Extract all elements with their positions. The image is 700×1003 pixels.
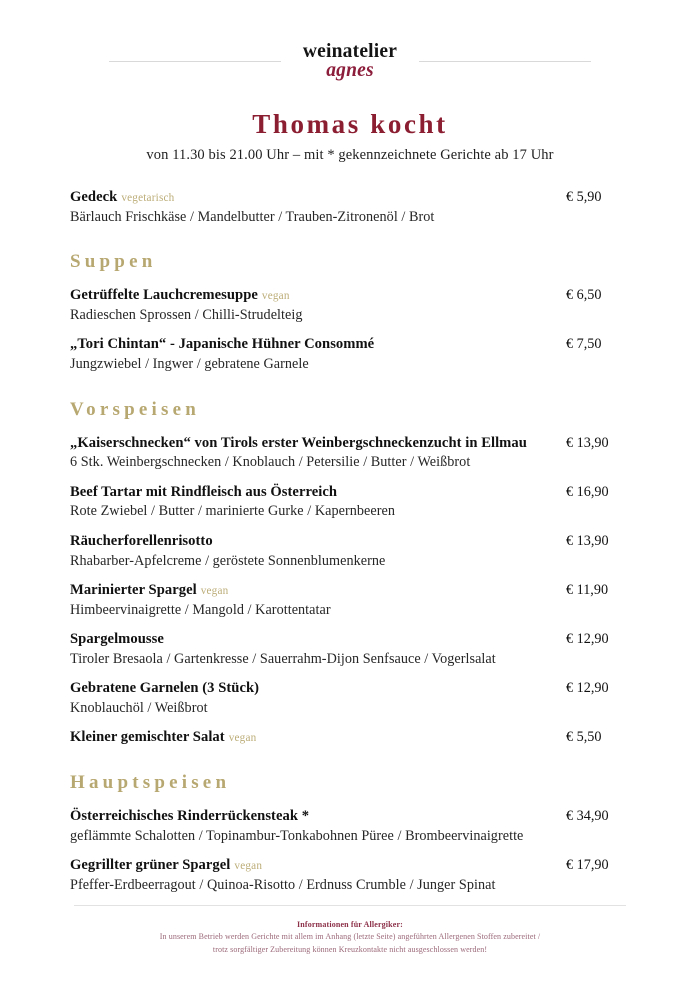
menu-item-price: € 12,90 [566, 680, 609, 697]
menu-item [62, 188, 638, 226]
menu-item-title-text: Getrüffelte Lauchcremesuppe [70, 287, 258, 304]
menu-item-title [70, 434, 556, 453]
page-title: Thomas kocht [252, 108, 448, 139]
menu-item [62, 434, 638, 472]
menu-item-description: Radieschen Sprossen / Chilli-Strudelteig [70, 307, 303, 324]
diet-tag: vegan [228, 732, 257, 745]
section-heading: Suppen [70, 251, 157, 273]
menu-item-description: Knoblauchöl / Weißbrot [70, 699, 208, 716]
menu-item-price: € 5,90 [566, 189, 602, 206]
section-heading: Vorspeisen [70, 398, 200, 420]
menu-item-title-text: Gebratene Garnelen (3 Stück) [70, 680, 260, 697]
menu-item-main [70, 532, 566, 570]
menu-item-title-text: Gegrillter grüner Spargel [70, 857, 231, 874]
menu-item-title [70, 630, 556, 649]
menu-item-description: 6 Stk. Weinbergschnecken / Knoblauch / Petersilie / Butter / Weißbrot [70, 454, 471, 471]
menu-item-main [70, 856, 566, 894]
menu-item-title-text: Gedeck [70, 189, 118, 206]
menu-item-title-text: Kleiner gemischter Salat [70, 729, 225, 746]
page-subtitle: von 11.30 bis 21.00 Uhr – mit * gekennzeichnete Gerichte ab 17 Uhr [146, 147, 554, 164]
menu-item-description: Himbeervinaigrette / Mangold / Karottentatar [70, 601, 331, 618]
brand-name-top: weinatelier [302, 41, 398, 62]
menu-item-title [70, 286, 556, 305]
footer-divider [74, 905, 626, 906]
menu-item-title [70, 532, 556, 551]
menu-item-main [70, 483, 566, 521]
brand-name-bottom: agnes [326, 60, 374, 82]
menu-item-title [70, 335, 556, 354]
menu-item-title-text: „Tori Chintan“ - Japanische Hühner Consommé [70, 336, 375, 353]
menu-section [62, 772, 638, 894]
menu-item [62, 807, 638, 845]
menu-item-price: € 34,90 [566, 808, 609, 825]
menu-item-main [70, 286, 566, 324]
menu-item [62, 286, 638, 324]
menu-item-main [70, 630, 566, 668]
menu-item-price: € 17,90 [566, 857, 609, 874]
menu-item [62, 679, 638, 717]
menu-item-price: € 11,90 [566, 581, 609, 598]
menu-item-title [70, 807, 556, 826]
menu-item-title-text: Spargelmousse [70, 631, 164, 648]
section-heading: Hauptspeisen [70, 772, 231, 794]
menu-item [62, 532, 638, 570]
menu-item-main [70, 188, 566, 226]
menu-item-description: Pfeffer-Erdbeerragout / Quinoa-Risotto / Erdnuss Crumble / Junger Spinat [70, 876, 496, 893]
menu-item-title [70, 679, 556, 698]
menu-item-title [70, 483, 556, 502]
menu-item [62, 856, 638, 894]
menu-item-price: € 5,50 [566, 729, 602, 746]
menu-item-main [70, 581, 566, 619]
menu-item-price: € 12,90 [566, 631, 609, 648]
menu-item-description: Bärlauch Frischkäse / Mandelbutter / Trauben-Zitronenöl / Brot [70, 208, 435, 225]
menu-item-description: Jungzwiebel / Ingwer / gebratene Garnele [70, 356, 309, 373]
menu-item-title [70, 728, 556, 747]
allergy-footer [62, 905, 638, 1003]
diet-tag: vegan [200, 584, 229, 597]
allergy-line-1: In unserem Betrieb werden Gerichte mit allem im Anhang (letzte Seite) angeführten Allergenen Stoffen zubereitet / [159, 932, 541, 942]
menu-item-main [70, 807, 566, 845]
menu-section [62, 188, 638, 226]
menu-item [62, 581, 638, 619]
brand-rule-left [109, 61, 281, 62]
menu-item-price: € 6,50 [566, 287, 602, 304]
menu-item-description: geflämmte Schalotten / Topinambur-Tonkabohnen Püree / Brombeervinaigrette [70, 827, 524, 844]
menu-item-title [70, 188, 556, 207]
menu-item-title [70, 856, 556, 875]
menu-item-title-text: Räucherforellenrisotto [70, 532, 213, 549]
menu-item [62, 630, 638, 668]
menu-item-main [70, 728, 566, 747]
diet-tag: vegan [234, 860, 263, 873]
menu-item-description: Rote Zwiebel / Butter / marinierte Gurke / Kapernbeeren [70, 503, 395, 520]
menu-item-title [70, 581, 556, 600]
brand-logo [281, 42, 419, 82]
menu-item-main [70, 679, 566, 717]
brand-header [62, 42, 638, 82]
menu-item-title-text: Marinierter Spargel [70, 581, 197, 598]
menu-item-price: € 7,50 [566, 336, 602, 353]
menu-item-main [70, 335, 566, 373]
menu-item [62, 483, 638, 521]
menu-item-description: Tiroler Bresaola / Gartenkresse / Sauerrahm-Dijon Senfsauce / Vogerlsalat [70, 650, 496, 667]
brand-rule-right [419, 61, 591, 62]
allergy-heading: Informationen für Allergiker: [297, 920, 403, 930]
menu-section [62, 251, 638, 373]
menu-item [62, 728, 638, 747]
menu-item-price: € 13,90 [566, 434, 609, 451]
menu-item-price: € 16,90 [566, 483, 609, 500]
menu-item-main [70, 434, 566, 472]
diet-tag: vegan [261, 290, 290, 303]
menu-item-price: € 13,90 [566, 532, 609, 549]
menu-item-title-text: Beef Tartar mit Rindfleisch aus Österreich [70, 483, 338, 500]
menu-item-title-text: Österreichisches Rinderrückensteak * [70, 808, 310, 825]
menu-item-title-text: „Kaiserschnecken“ von Tirols erster Weinbergschneckenzucht in Ellmau [70, 434, 527, 451]
allergy-line-2: trotz sorgfältiger Zubereitung können Kreuzkontakte nicht ausgeschlossen werden! [212, 945, 488, 955]
menu-item [62, 335, 638, 373]
diet-tag: vegetarisch [121, 192, 175, 205]
menu-section [62, 399, 638, 747]
menu-sections [62, 188, 638, 905]
menu-item-description: Rhabarber-Apfelcreme / geröstete Sonnenblumenkerne [70, 552, 386, 569]
